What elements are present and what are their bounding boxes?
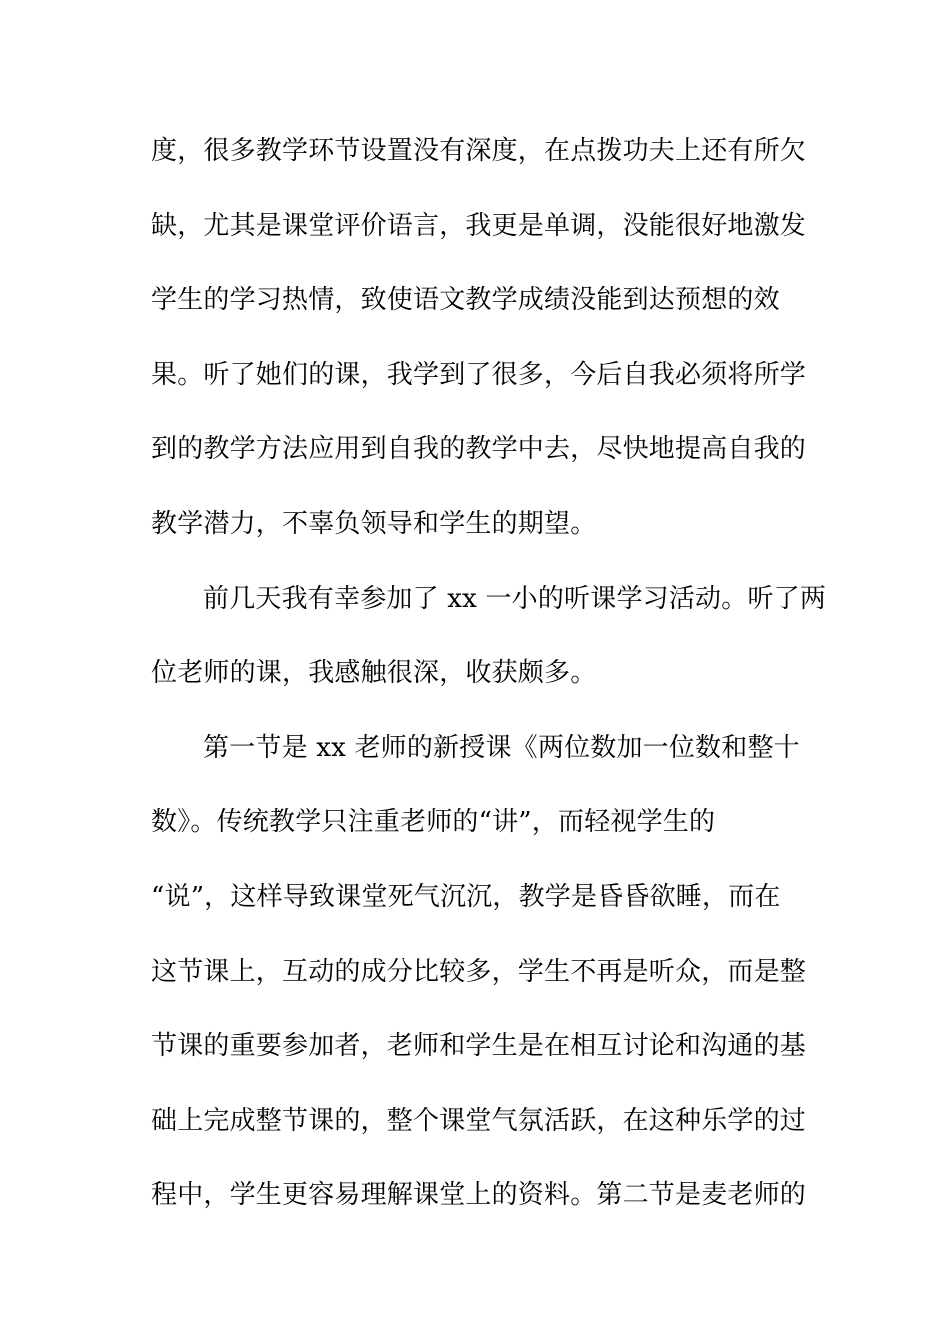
text-line: 节课的重要参加者，老师和学生是在相互讨论和沟通的基	[151, 1031, 807, 1062]
text-line: 缺，尤其是课堂评价语言，我更是单调，没能很好地激发	[151, 210, 807, 241]
paragraph-first-line: 第一节是 xx 老师的新授课《两位数加一位数和整十	[203, 732, 800, 763]
text-line: “说”，这样导致课堂死气沉沉，教学是昏昏欲睡，而在	[151, 881, 781, 912]
text-line: 础上完成整节课的，整个课堂气氛活跃，在这种乐学的过	[151, 1105, 807, 1136]
text-line: 数》。传统教学只注重老师的“讲”，而轻视学生的	[151, 807, 716, 838]
text-line: 程中，学生更容易理解课堂上的资料。第二节是麦老师的	[151, 1180, 807, 1211]
text-line: 这节课上，互动的成分比较多，学生不再是听众，而是整	[151, 956, 807, 987]
text-line: 到的教学方法应用到自我的教学中去，尽快地提高自我的	[151, 434, 807, 465]
text-line: 度，很多教学环节设置没有深度，在点拨功夫上还有所欠	[151, 136, 807, 166]
body-text	[151, 128, 827, 1247]
text-line: 位老师的课，我感触很深，收获颇多。	[151, 658, 597, 689]
text-line: 果。听了她们的课，我学到了很多，今后自我必须将所学	[151, 359, 807, 390]
text-line: 教学潜力，不辜负领导和学生的期望。	[151, 508, 597, 539]
text-line: 学生的学习热情，致使语文教学成绩没能到达预想的效	[151, 285, 780, 316]
paragraph-first-line: 前几天我有幸参加了 xx 一小的听课学习活动。听了两	[203, 583, 827, 614]
